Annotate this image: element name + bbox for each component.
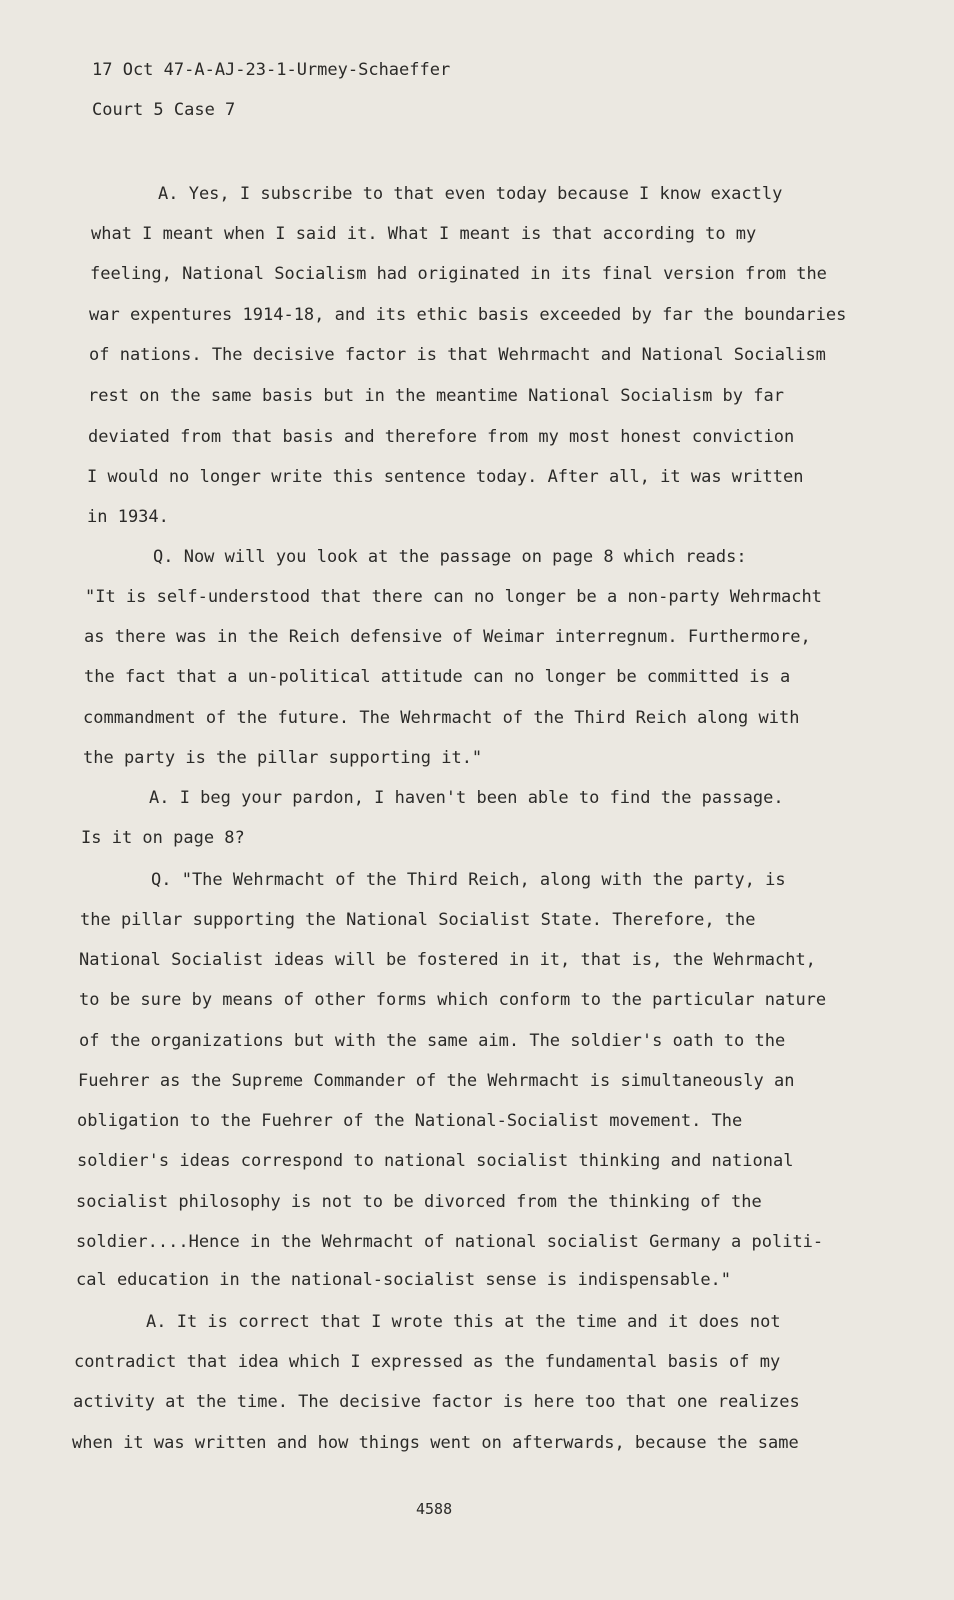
document-reference: 17 Oct 47-A-AJ-23-1-Urmey-Schaeffer <box>92 60 451 80</box>
text-line: soldier's ideas correspond to national socialist thinking and national <box>77 1151 794 1171</box>
text-line: feeling, National Socialism had originated in its final version from the <box>90 264 827 284</box>
text-line: cal education in the national-socialist sense is indispensable." <box>76 1270 732 1290</box>
text-line: Q. Now will you look at the passage on page 8 which reads: <box>153 547 747 567</box>
text-line: commandment of the future. The Wehrmacht of the Third Reich along with <box>83 708 800 728</box>
page-number: 4588 <box>416 1500 453 1518</box>
text-line: rest on the same basis but in the meantime National Socialism by far <box>88 386 784 406</box>
text-line: obligation to the Fuehrer of the National-Socialist movement. The <box>77 1111 743 1131</box>
text-line: the pillar supporting the National Socialist State. Therefore, the <box>80 910 756 930</box>
text-line: Fuehrer as the Supreme Commander of the Wehrmacht is simultaneously an <box>78 1071 795 1091</box>
text-line: National Socialist ideas will be fostered in it, that is, the Wehrmacht, <box>79 950 816 970</box>
text-line: A. Yes, I subscribe to that even today because I know exactly <box>158 184 783 204</box>
text-line: of the organizations but with the same aim. The soldier's oath to the <box>79 1031 786 1051</box>
text-line: when it was written and how things went on afterwards, because the same <box>72 1433 799 1453</box>
text-line: soldier....Hence in the Wehrmacht of national socialist Germany a politi- <box>76 1232 824 1252</box>
text-line: I would no longer write this sentence today. After all, it was written <box>87 467 804 487</box>
text-line: A. It is correct that I wrote this at the time and it does not <box>146 1312 781 1332</box>
text-line: war expentures 1914-18, and its ethic basis exceeded by far the boundaries <box>89 305 847 325</box>
text-line: Q. "The Wehrmacht of the Third Reich, along with the party, is <box>151 870 786 890</box>
text-line: Is it on page 8? <box>81 828 245 848</box>
text-line: A. I beg your pardon, I haven't been able to find the passage. <box>149 788 784 808</box>
text-line: in 1934. <box>87 507 169 527</box>
text-line: activity at the time. The decisive factor is here too that one realizes <box>73 1392 800 1412</box>
court-case-label: Court 5 Case 7 <box>92 100 236 120</box>
text-line: as there was in the Reich defensive of Weimar interregnum. Furthermore, <box>84 627 811 647</box>
text-line: what I meant when I said it. What I meant is that according to my <box>91 224 757 244</box>
text-line: the fact that a un-political attitude can no longer be committed is a <box>84 667 791 687</box>
text-line: "It is self-understood that there can no longer be a non-party Wehrmacht <box>85 587 822 607</box>
text-line: of nations. The decisive factor is that Wehrmacht and National Socialism <box>89 345 826 365</box>
text-line: contradict that idea which I expressed as the fundamental basis of my <box>74 1352 781 1372</box>
text-line: socialist philosophy is not to be divorced from the thinking of the <box>76 1192 762 1212</box>
text-line: the party is the pillar supporting it." <box>83 748 483 768</box>
text-line: to be sure by means of other forms which conform to the particular nature <box>79 990 827 1010</box>
text-line: deviated from that basis and therefore from my most honest conviction <box>88 427 795 447</box>
